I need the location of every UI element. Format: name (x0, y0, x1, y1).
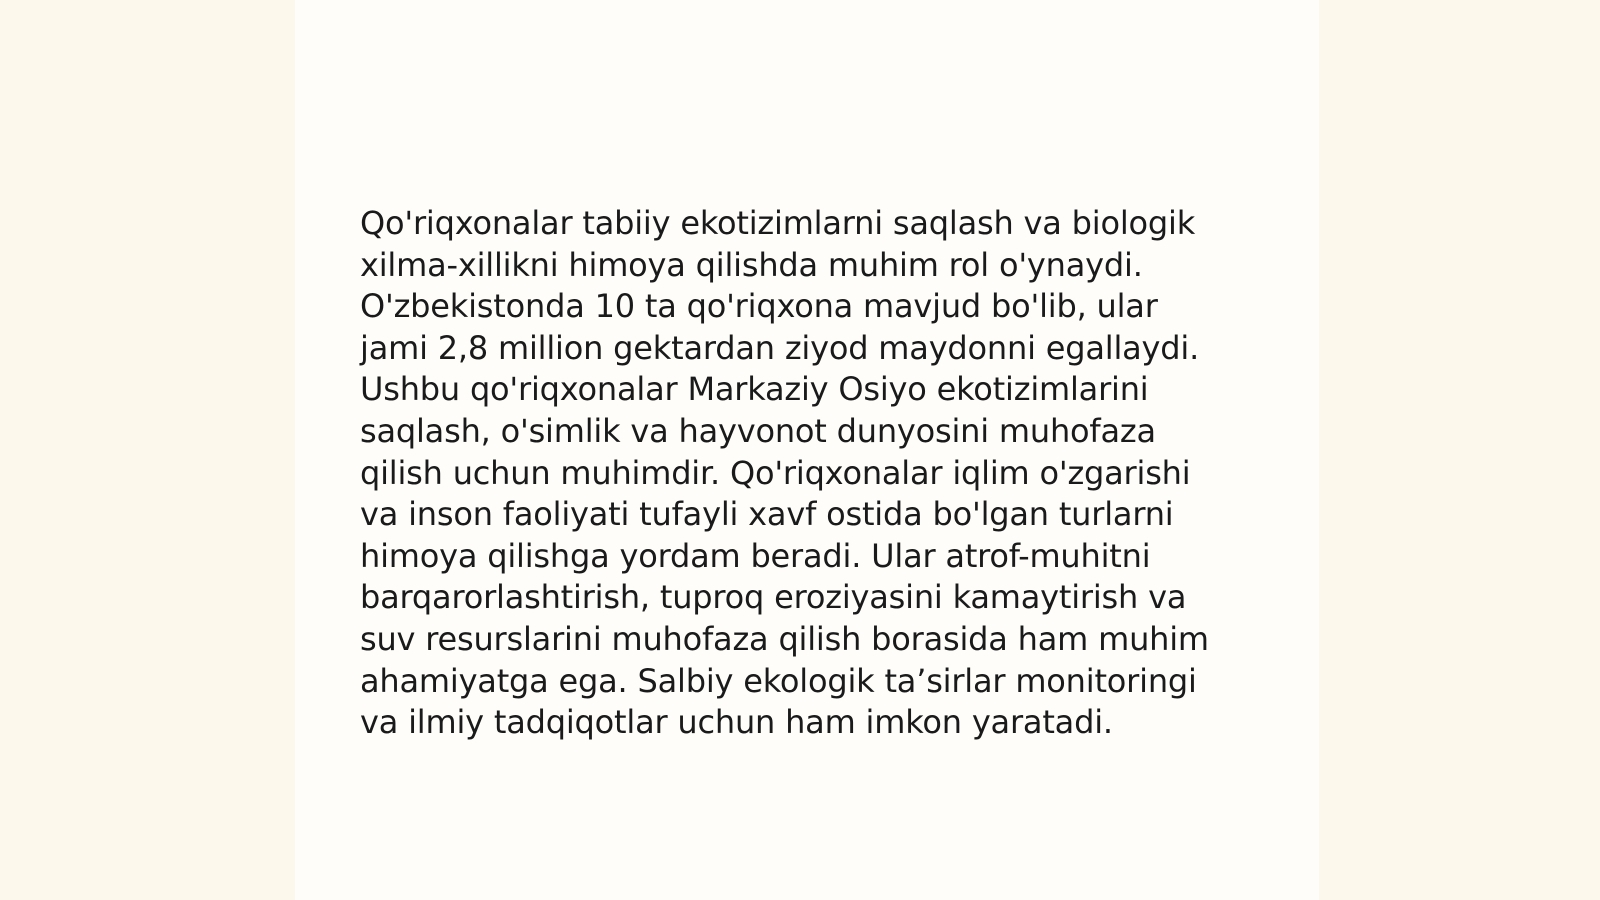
paragraph-line: va ilmiy tadqiqotlar uchun ham imkon yaratadi. (360, 703, 1113, 742)
paragraph-line: va inson faoliyati tufayli xavf ostida bo'lgan turlarni (360, 495, 1174, 534)
paragraph-line: jami 2,8 million gektardan ziyod maydonni egallaydi. (360, 328, 1200, 367)
paragraph-line: barqarorlashtirish, tuproq eroziyasini kamaytirish va (360, 578, 1187, 617)
paragraph-line: saqlash, o'simlik va hayvonot dunyosini muhofaza (360, 411, 1156, 450)
body-paragraph (360, 203, 1260, 744)
paragraph-line: xilma-xillikni himoya qilishda muhim rol o'ynaydi. (360, 245, 1143, 284)
paragraph-line: ahamiyatga ega. Salbiy ekologik ta’sirlar monitoringi (360, 661, 1197, 700)
paragraph-line: suv resurslarini muhofaza qilish borasida ham muhim (360, 619, 1209, 658)
paragraph-line: Ushbu qo'riqxonalar Markaziy Osiyo ekotizimlarini (360, 370, 1149, 409)
paragraph-line: O'zbekistonda 10 ta qo'riqxona mavjud bo'lib, ular (360, 287, 1158, 326)
paragraph-line: himoya qilishga yordam beradi. Ular atrof-muhitni (360, 536, 1151, 575)
paragraph-line: Qo'riqxonalar tabiiy ekotizimlarni saqlash va biologik (360, 204, 1196, 242)
paragraph-line: qilish uchun muhimdir. Qo'riqxonalar iqlim o'zgarishi (360, 453, 1191, 492)
